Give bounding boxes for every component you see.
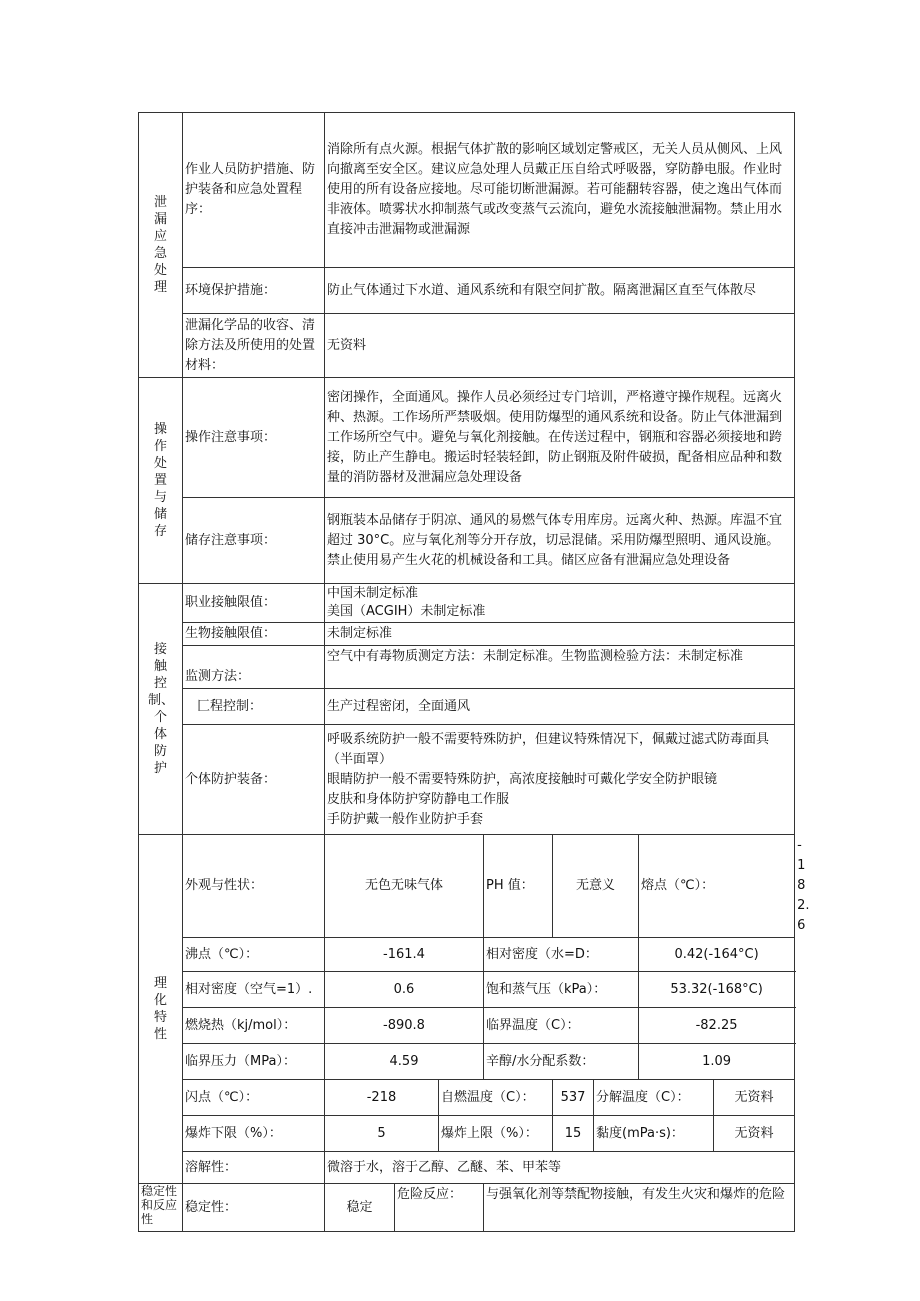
solubility-value: 微溶于水，溶于乙醇、乙醚、苯、甲苯等 (325, 1152, 795, 1184)
lel-label: 爆炸下限（%）： (183, 1116, 325, 1152)
ppe-respiratory: 呼吸系统防护一般不需要特殊防护，但建议特殊情况下，佩戴过滤式防毒面具（半面罩） (327, 731, 770, 767)
storage-value: 钢瓶装本品储存于阴凉、通风的易燃气体专用库房。远离火种、热源。库温不宜超过 30°C。应与氧化剂等分开存放，切忌混储。采用防爆型照明、通风设施。禁止使用易产生火花的机械设备和工具。储区应备有泄漏应急处理设备 (325, 498, 795, 584)
viscosity-label: 黏度(mPa·s)： (594, 1116, 714, 1152)
stability-label: 稳定性： (183, 1184, 325, 1232)
boiling-point-label: 沸点（℃）： (183, 938, 325, 972)
appearance-label: 外观与性状： (183, 835, 325, 938)
biological-limit-label: 生物接触限值： (183, 623, 325, 646)
vapor-pressure-label: 饱和蒸气压（kPa）： (484, 972, 639, 1008)
leak-cleanup-label: 泄漏化学品的收容、清除方法及所使用的处置材料： (183, 314, 325, 378)
viscosity-value: 无资料 (714, 1116, 795, 1152)
uel-label: 爆炸上限（%）： (439, 1116, 553, 1152)
solubility-label: 溶解性： (183, 1152, 325, 1184)
exposure-section-title: 接触控制、个体防护 (139, 584, 183, 835)
decomposition-value: 无资料 (714, 1080, 795, 1116)
ppe-hand: 手防护戴一般作业防护手套 (327, 811, 484, 827)
msds-table: 泄漏应急处理 作业人员防护措施、防护装备和应急处置程序： 消除所有点火源。根据气体扩散的影响区域划定警戒区，无关人员从侧风、上风向撤离至安全区。建议应急处理人员戴正压自给式呼吸器，穿防静电服。作业时使用的所有设备应接地。尽可能切断泄漏源。若可能翻转容器，使之逸出气体而非液体。喷雾状水抑制蒸气或改变蒸气云流向，避免水流接触泄漏物。禁止用水直接冲击泄漏物或泄漏源 环境保护措施： 防止气体通过下水道、通风系统和有限空间扩散。隔离泄漏区直至气体散尽 泄漏化学品的收容、清除方法及所使用的处置材料： 无资料 操作处置与储存 操作注意事项： 密闭操作，全面通风。操作人员必须经过专门培训，严格遵守操作规程。远离火种、热源。工作场所严禁吸烟。使用防爆型的通风系统和设备。防止气体泄漏到工作场所空气中。避免与氧化剂接触。在传送过程中，钢瓶和容器必须接地和跨接，防止产生静电。搬运时轻装轻卸，防止钢瓶及附件破损，配备相应品种和数量的消防器材及泄漏应急处理设备 储存注意事项： 钢瓶装本品储存于阴凉、通风的易燃气体专用库房。远离火种、热源。库温不宜超过 30°C。应与氧化剂等分开存放，切忌混储。采用防爆型照明、通风设施。禁止使用易产生火花的机械设备和工具。储区应备有泄漏应急处理设备 接触控制、个体防护 职业接触限值： 中国未制定标准 美国（ACGIH）未制定标准 生物接触限值： 未制定标准 监测方法： 空气中有毒物质测定方法：未制定标准。生物监测检验方法：未制定标准 匚程控制： 生产过程密闭，全面通风 个体防护装备： 呼吸系统防护一般不需要特殊防护，但建议特殊情况下，佩戴过滤式防毒面具（半面罩） 眼睛防护一般不需要特殊防护，高浓度接触时可戴化学安全防护眼镜 皮肤和身体防护穿防静电工作服 手防护戴一般作业防护手套 理化特性 外观与性状： 无色无味气体 PH 值： 无意义 熔点（℃）： -182.6 沸点（℃）： -161.4 相对密度（水=D： 0.42(-164°C) 相对密度（空气=1）. 0.6 饱和蒸气压（kPa）： 53.32(-168°C) 燃烧热（kj/mol）： -890.8 临界温度（C）： -82.25 临界压力（MPa）： 4.59 辛醇/水分配系数： 1.09 闪点（℃）： -218 自燃温度（C）： 537 分解温度（C）： 无资料 爆炸下限（%）： 5 爆炸上限（%）： 15 黏度(mPa·s)： 无资料 溶解性： 微溶于水，溶于乙醇、乙醚、苯、甲苯等 稳定性和反应性 稳定性： 稳定 危险反应： 与强氧化剂等禁配物接触，有发生火灾和爆炸的危险 (138, 112, 795, 1232)
ppe-label: 个体防护装备： (183, 725, 325, 835)
occupational-limit-usa: 美国（ACGIH）未制定标准 (327, 604, 486, 619)
leak-protective-measures-label: 作业人员防护措施、防护装备和应急处置程序： (183, 113, 325, 268)
autoignition-label: 自燃温度（C）： (439, 1080, 553, 1116)
lel-value: 5 (325, 1116, 439, 1152)
rel-density-water-value: 0.42(-164°C) (639, 938, 795, 972)
occupational-limit-china: 中国未制定标准 (327, 586, 419, 601)
uel-value: 15 (553, 1116, 594, 1152)
autoignition-value: 537 (553, 1080, 594, 1116)
stability-value: 稳定 (325, 1184, 395, 1232)
ph-value: 无意义 (553, 835, 639, 938)
flash-point-value: -218 (325, 1080, 439, 1116)
hazardous-reaction-label: 危险反应： (395, 1184, 484, 1232)
leak-cleanup-value: 无资料 (325, 314, 795, 378)
handling-section-title: 操作处置与储存 (139, 378, 183, 584)
appearance-value: 无色无味气体 (325, 835, 484, 938)
rel-density-air-value: 0.6 (325, 972, 484, 1008)
rel-density-air-label: 相对密度（空气=1）. (183, 972, 325, 1008)
decomposition-label: 分解温度（C）： (594, 1080, 714, 1116)
critical-temp-label: 临界温度（C）： (484, 1008, 639, 1044)
engineering-control-value: 生产过程密闭，全面通风 (325, 689, 795, 725)
ph-label: PH 值： (484, 835, 553, 938)
monitoring-label: 监测方法： (183, 646, 325, 689)
occupational-limit-value (325, 584, 795, 623)
handling-label: 操作注意事项： (183, 378, 325, 498)
stability-section-title: 稳定性和反应性 (139, 1184, 183, 1232)
combustion-heat-label: 燃烧热（kj/mol）： (183, 1008, 325, 1044)
critical-pressure-label: 临界压力（MPa）： (183, 1044, 325, 1080)
critical-temp-value: -82.25 (639, 1008, 795, 1044)
occupational-limit-label: 职业接触限值： (183, 584, 325, 623)
melting-point-label: 熔点（℃）： (639, 835, 795, 938)
partition-coefficient-value: 1.09 (639, 1044, 795, 1080)
hazardous-reaction-value: 与强氧化剂等禁配物接触，有发生火灾和爆炸的危险 (484, 1184, 795, 1232)
vapor-pressure-value: 53.32(-168°C) (639, 972, 795, 1008)
physical-section-title: 理化特性 (139, 835, 183, 1184)
boiling-point-value: -161.4 (325, 938, 484, 972)
ppe-eye: 眼睛防护一般不需要特殊防护，高浓度接触时可戴化学安全防护眼镜 (327, 771, 718, 787)
leak-environment-value: 防止气体通过下水道、通风系统和有限空间扩散。隔离泄漏区直至气体散尽 (325, 268, 795, 314)
engineering-control-label: 匚程控制： (183, 689, 325, 725)
ppe-skin: 皮肤和身体防护穿防静电工作服 (327, 791, 510, 807)
leak-section-title: 泄漏应急处理 (139, 113, 183, 378)
handling-value: 密闭操作，全面通风。操作人员必须经过专门培训，严格遵守操作规程。远离火种、热源。工作场所严禁吸烟。使用防爆型的通风系统和设备。防止气体泄漏到工作场所空气中。避免与氧化剂接触。在传送过程中，钢瓶和容器必须接地和跨接，防止产生静电。搬运时轻装轻卸，防止钢瓶及附件破损，配备相应品种和数量的消防器材及泄漏应急处理设备 (325, 378, 795, 498)
ppe-value (325, 725, 795, 835)
biological-limit-value: 未制定标准 (325, 623, 795, 646)
flash-point-label: 闪点（℃）： (183, 1080, 325, 1116)
leak-environment-label: 环境保护措施： (183, 268, 325, 314)
combustion-heat-value: -890.8 (325, 1008, 484, 1044)
monitoring-value: 空气中有毒物质测定方法：未制定标准。生物监测检验方法：未制定标准 (325, 646, 795, 689)
msds-page (138, 112, 810, 1232)
partition-coefficient-label: 辛醇/水分配系数： (484, 1044, 639, 1080)
storage-label: 储存注意事项： (183, 498, 325, 584)
rel-density-water-label: 相对密度（水=D： (484, 938, 639, 972)
critical-pressure-value: 4.59 (325, 1044, 484, 1080)
leak-protective-measures-value: 消除所有点火源。根据气体扩散的影响区域划定警戒区，无关人员从侧风、上风向撤离至安全区。建议应急处理人员戴正压自给式呼吸器，穿防静电服。作业时使用的所有设备应接地。尽可能切断泄漏源。若可能翻转容器，使之逸出气体而非液体。喷雾状水抑制蒸气或改变蒸气云流向，避免水流接触泄漏物。禁止用水直接冲击泄漏物或泄漏源 (325, 113, 795, 268)
